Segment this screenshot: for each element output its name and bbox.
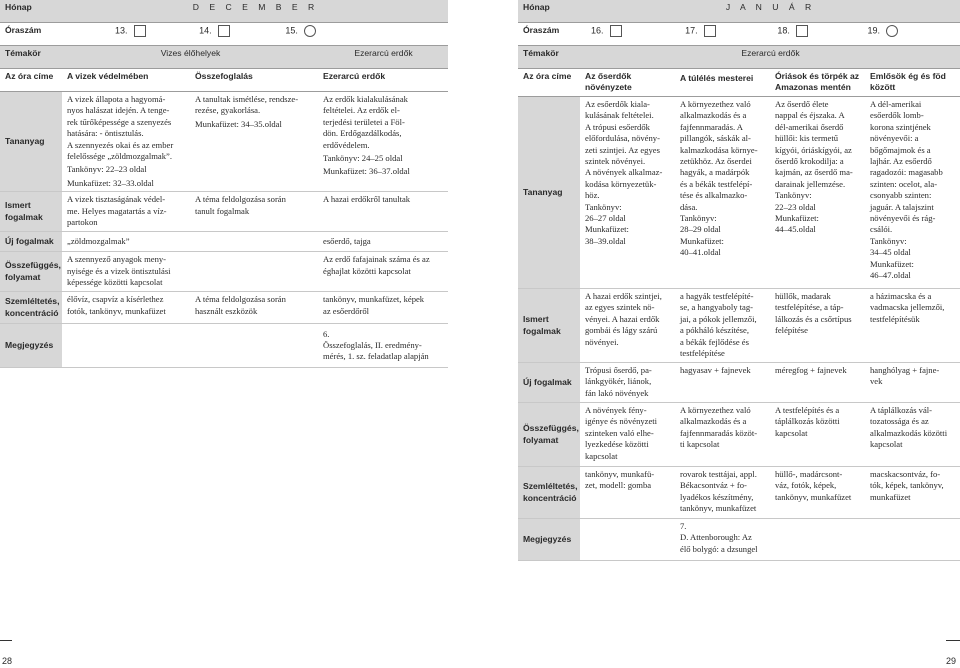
right-osszefugges-label: Összefüggés, folyamat (518, 403, 580, 467)
right-oraszam-label: Óraszám (518, 23, 580, 46)
right-megjegyzes-label: Megjegyzés (518, 519, 580, 561)
right-uj-2: hagyasav + fajnevek (675, 363, 770, 403)
right-title-2: A túlélés mesterei (675, 69, 770, 97)
right-lesson-plan-table (518, 0, 960, 561)
right-hour-17: 17. (685, 25, 698, 36)
left-page (0, 0, 448, 368)
left-megjegyzes: 6. Összefoglalás, II. eredmény- mérés, 1. sz. feladatlap alapján (318, 324, 448, 368)
left-megjegyzes-label: Megjegyzés (0, 324, 62, 368)
right-tananyag-4: A dél-amerikai esőerdők lomb- korona szintjének növényevői: a bőgőmajmok és a lajhár. Az esőerdő ragadozói: magasabb szinten: ocelot, ala- csonyabb szinten: jaguár. A talajszint növényevői és rág- csálói. Tankönyv: 34–45 oldal Munkafüzet: 46–47.oldal (865, 97, 960, 289)
left-hour-13-checkbox[interactable] (134, 25, 146, 37)
left-title-1: A vizek védelmében (62, 69, 190, 92)
right-ismert-3: hüllők, madarak testfelépítése, a táp- lálkozás és a csőrtípus felépítése (770, 289, 865, 363)
right-tananyag-1: Az esőerdők kiala- kulásának feltételei. A trópusi esőerdők előfordulása, növény- zeti szintjei. Az egyes szintek növényei. A növények alkalmaz- kodása környezetük- höz. Tankönyv: 26–27 oldal Munkafüzet: 38–39.oldal (580, 97, 675, 289)
right-tananyag-2: A környezethez való alkalmazkodás és a fajfennmaradás. A pillangók, sáskák al- kalmazkodása környe- zetükhöz. Az őserdei hagyák, a madárpók és a békák testfelépí- tése és alkalmazko- dása. Tankönyv: 28–29 oldal Munkafüzet: 40–41.oldal (675, 97, 770, 289)
right-szemlelt-label: Szemléltetés, koncentráció (518, 467, 580, 519)
left-tananyag-2: A tanultak ismétlése, rendsze- rezése, gyakorlása. Munkafüzet: 34–35.oldal (190, 92, 318, 192)
right-szemlelt-1: tankönyv, munkafü- zet, modell: gomba (580, 467, 675, 519)
left-page-rule (0, 640, 12, 641)
right-title-1: Az őserdők növényzete (580, 69, 675, 97)
left-title-2: Összefoglalás (190, 69, 318, 92)
left-temakor-vizes: Vizes élőhelyek (62, 46, 318, 69)
right-tananyag-label: Tananyag (518, 97, 580, 289)
left-hour-15-circle[interactable] (304, 25, 316, 37)
left-lesson-plan-table (0, 0, 448, 368)
left-temakor-label: Témakör (0, 46, 62, 69)
right-temakor-label: Témakör (518, 46, 580, 69)
left-tananyag-label: Tananyag (0, 92, 62, 192)
left-page-number: 28 (2, 656, 13, 666)
right-uj-3: méregfog + fajnevek (770, 363, 865, 403)
right-ismert-1: A hazai erdők szintjei, az egyes szintek nö- vényei. A hazai erdők gombái és lágy szárú növényei. (580, 289, 675, 363)
right-uj-label: Új fogalmak (518, 363, 580, 403)
right-hour-16: 16. (591, 25, 604, 36)
right-honap-label: Hónap (518, 0, 580, 23)
right-megjegyzes: 7. D. Attenborough: Az élő bolygó: a dzsungel (580, 519, 770, 561)
right-temakor: Ezerarcú erdők (580, 46, 960, 69)
left-honap-label: Hónap (0, 0, 62, 23)
left-hour-14-checkbox[interactable] (218, 25, 230, 37)
left-ora-cime-label: Az óra címe (0, 69, 62, 92)
left-oraszam-label: Óraszám (0, 23, 62, 46)
left-hour-15: 15. (285, 25, 298, 36)
right-osszefugges-2: A környezethez való alkalmazkodás és a fajfennmaradás közöt- ti kapcsolat (675, 403, 770, 467)
right-title-3: Óriások és törpék az Amazonas mentén (770, 69, 865, 97)
right-szemlelt-2: rovarok testtájai, appl. Békacsontváz + fo- lyadékos készítmény, tankönyv, munkafüzet (675, 467, 770, 519)
right-szemlelt-3: hüllő-, madárcsont- váz, fotók, képek, tankönyv, munkafüzet (770, 467, 865, 519)
right-hour-17-checkbox[interactable] (704, 25, 716, 37)
right-hour-16-checkbox[interactable] (610, 25, 622, 37)
left-osszefugges-1: A szennyező anyagok meny- nyisége és a vizek öntisztulási képessége közötti kapcsolat (62, 252, 318, 292)
left-uj-1: „zöldmozgalmak” (62, 232, 318, 252)
right-ismert-2: a hagyák testfelépíté- se, a hangyaboly tag- jai, a pókok jellemzői, a pókháló készítése, a békák fejlődése és testfelépítése (675, 289, 770, 363)
right-ora-cime-label: Az óra címe (518, 69, 580, 97)
right-szemlelt-4: macskacsontváz, fo- tók, képek, tankönyv, munkafüzet (865, 467, 960, 519)
right-title-4: Emlősök ég és föd között (865, 69, 960, 97)
right-page-number: 29 (946, 656, 957, 666)
left-szemlelt-1: élővíz, csapvíz a kísérlethez fotók, tankönyv, munkafüzet (62, 292, 190, 324)
left-hour-14: 14. (199, 25, 212, 36)
right-uj-4: hanghólyag + fajne- vek (865, 363, 960, 403)
right-ismert-label: Ismert fogalmak (518, 289, 580, 363)
right-hour-18-checkbox[interactable] (796, 25, 808, 37)
right-uj-1: Trópusi őserdő, pa- lánkgyökér, liánok, fán lakó növények (580, 363, 675, 403)
left-ismert-1: A vizek tisztaságának védel- me. Helyes magatartás a víz- partokon (62, 192, 190, 232)
left-uj-label: Új fogalmak (0, 232, 62, 252)
left-osszefugges-3: Az erdő fafajainak száma és az éghajlat közötti kapcsolat (318, 252, 448, 292)
left-szemlelt-label: Szemléltetés, koncentráció (0, 292, 62, 324)
right-hour-19: 19. (867, 25, 880, 36)
right-month: J A N U Á R (580, 0, 960, 23)
left-osszefugges-label: Összefüggés, folyamat (0, 252, 62, 292)
right-osszefugges-1: A növények fény- igénye és növényzeti szinteken való elhe- lyezkedése közötti kapcsolat (580, 403, 675, 467)
left-hour-13: 13. (115, 25, 128, 36)
right-page-rule (946, 640, 960, 641)
right-osszefugges-4: A táplálkozás vál- tozatossága és az alkalmazkodás közötti kapcsolat (865, 403, 960, 467)
left-month: D E C E M B E R (62, 0, 448, 23)
left-title-3: Ezerarcú erdők (318, 69, 448, 92)
left-tananyag-1: A vizek állapota a hagyomá- nyos halászat idején. A tenge- rek tűrőképessége a szenyezés hatására: - öntisztulás. A szennyezés okai és az ember felelőssége „zöldmozgalmak”. Tankönyv: 22–23 oldal Munkafüzet: 32–33.oldal (62, 92, 190, 192)
right-hours (580, 23, 960, 46)
left-temakor-erdok: Ezerarcú erdők (318, 46, 448, 69)
right-tananyag-3: Az őserdő élete nappal és éjszaka. A dél-amerikai őserdő hüllői: kis termetű kígyói, óriáskígyói, az őserdő krokodilja: a kajmán, az őserdő ma- darainak jellemzése. Tankönyv: 22–23 oldal Munkafüzet: 44–45.oldal (770, 97, 865, 289)
left-ismert-3: A hazai erdőkről tanultak (318, 192, 448, 232)
right-ismert-4: a házimacska és a vadmacska jellemzői, testfelépítésük (865, 289, 960, 363)
right-hour-19-circle[interactable] (886, 25, 898, 37)
left-szemlelt-2: A téma feldolgozása során használt eszközök (190, 292, 318, 324)
right-page (518, 0, 960, 561)
left-tananyag-3: Az erdők kialakulásának feltételei. Az erdők el- terjedési területei a Föl- dön. Erdőgazdálkodás, erdővédelem. Tankönyv: 24–25 oldal Munkafüzet: 36–37.oldal (318, 92, 448, 192)
left-uj-3: esőerdő, tajga (318, 232, 448, 252)
left-ismert-label: Ismert fogalmak (0, 192, 62, 232)
right-hour-18: 18. (777, 25, 790, 36)
left-hours (62, 23, 448, 46)
right-osszefugges-3: A testfelépítés és a táplálkozás közötti kapcsolat (770, 403, 865, 467)
left-szemlelt-3: tankönyv, munkafüzet, képek az esőerdőről (318, 292, 448, 324)
left-ismert-2: A téma feldolgozása során tanult fogalmak (190, 192, 318, 232)
